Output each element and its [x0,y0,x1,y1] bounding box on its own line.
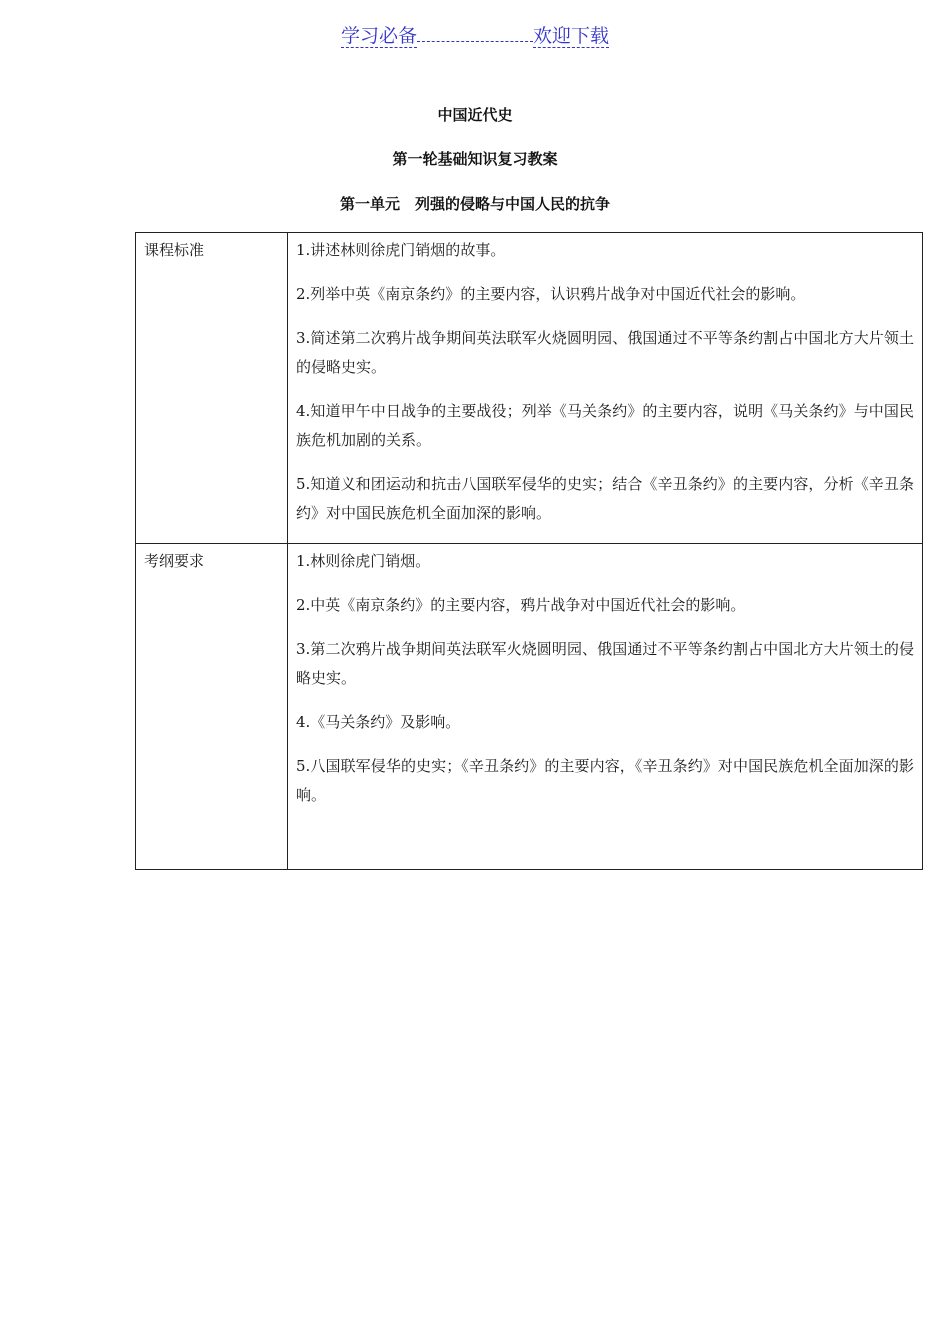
list-item: 1.林则徐虎门销烟。 [296,552,431,570]
list-item: 4.《马关条约》及影响。 [296,713,461,731]
document-subtitle: 第一轮基础知识复习教案 [392,150,558,168]
list-item: 1.讲述林则徐虎门销烟的故事。 [296,241,506,259]
row-content-exam-requirements [288,544,923,870]
lesson-table [135,232,923,870]
list-item: 3.简述第二次鸦片战争期间英法联军火烧圆明园、俄国通过不平等条约割占中国北方大片领土的侵略史实。 [296,329,914,376]
header-underline-gap [417,23,533,42]
list-item: 4.知道甲午中日战争的主要战役；列举《马关条约》的主要内容，说明《马关条约》与中国民族危机加剧的关系。 [296,402,914,449]
header-link-study[interactable]: 学习必备 [340,25,417,47]
list-item: 2.中英《南京条约》的主要内容，鸦片战争对中国近代社会的影响。 [296,596,746,614]
row-content-curriculum [288,233,923,544]
table-row-curriculum [136,233,923,544]
unit-title: 第一单元 列强的侵略与中国人民的抗争 [339,195,610,213]
list-item: 5.知道义和团运动和抗击八国联军侵华的史实；结合《辛丑条约》的主要内容，分析《辛丑条约》对中国民族危机全面加深的影响。 [296,475,914,522]
list-item: 3.第二次鸦片战争期间英法联军火烧圆明园、俄国通过不平等条约割占中国北方大片领土的侵略史实。 [296,640,914,687]
list-item: 2.列举中英《南京条约》的主要内容，认识鸦片战争对中国近代社会的影响。 [296,285,806,303]
row-label-curriculum: 课程标准 [136,233,288,544]
page-header [0,22,950,50]
document-title: 中国近代史 [437,106,513,124]
list-item: 5.八国联军侵华的史实；《辛丑条约》的主要内容，《辛丑条约》对中国民族危机全面加深的影响。 [296,757,914,804]
row-label-exam-requirements: 考纲要求 [136,544,288,870]
table-row-exam-requirements [136,544,923,870]
header-link-download[interactable]: 欢迎下载 [533,25,610,47]
